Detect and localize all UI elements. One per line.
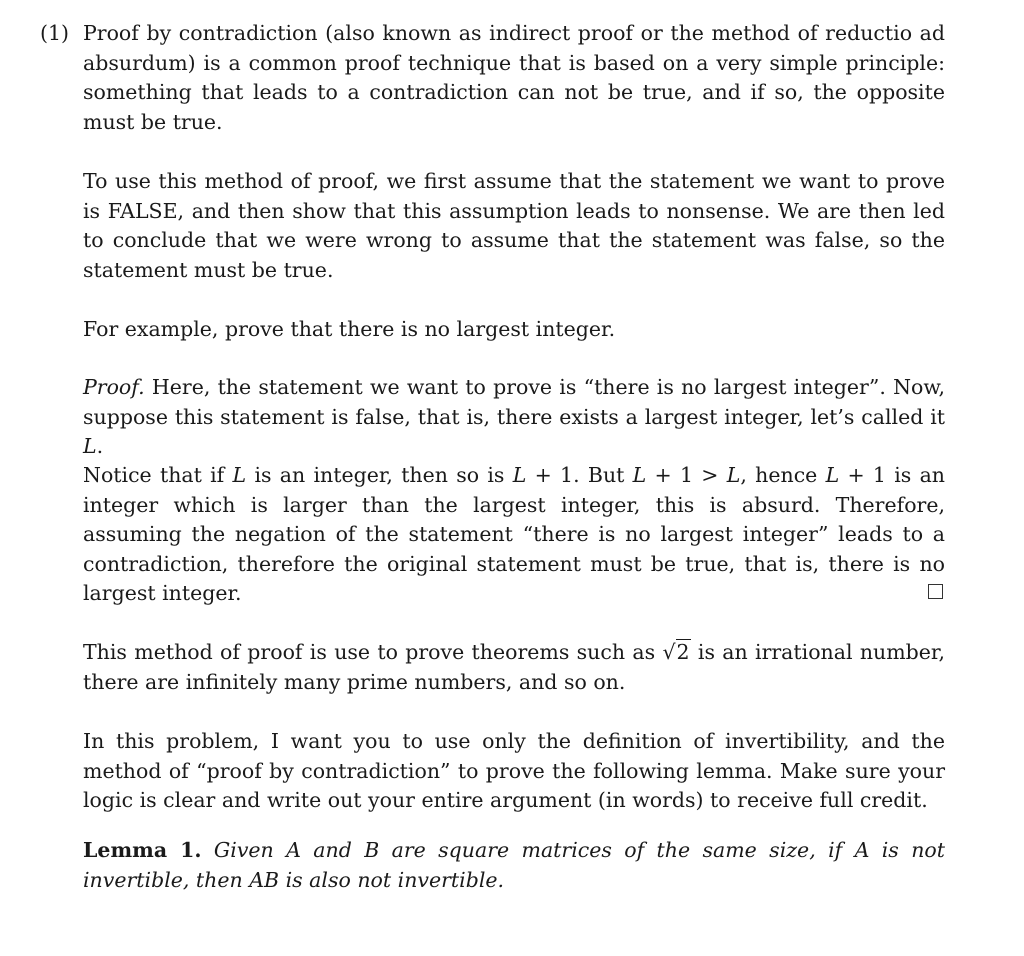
notice-text: + 1 is an integer which is larger than the largest integer, this is absurd. Therefore, assuming the negation of the statement “there is no largest integer” leads to a contradiction, therefore the original statement must be true, that is, there is no largest integer.: [83, 463, 945, 606]
proof-variable: L: [83, 434, 97, 459]
usage-paragraph: [83, 638, 945, 697]
lemma-paragraph: [83, 836, 945, 895]
example-paragraph: For example, prove that there is no largest integer.: [83, 317, 616, 341]
notice-text: Notice that if: [83, 463, 233, 487]
notice-text: + 1 >: [646, 463, 727, 487]
math-var: L: [632, 463, 647, 487]
method-paragraph: To use this method of proof, we first assume that the statement we want to prove is FALSE, and then show that this assumption leads to nonsense. We are then led to conclude that we were wrong to assume that the statement was false, so the statement must be true.: [83, 169, 945, 282]
usage-text: is an irrational number, there are infinitely many prime numbers, and so on.: [83, 640, 945, 694]
math-var: L: [825, 463, 840, 487]
proof-label: Proof.: [83, 375, 145, 399]
sqrt-icon: [662, 638, 690, 668]
math-var: L: [726, 463, 741, 487]
sqrt-symbol: √: [662, 640, 676, 664]
notice-paragraph: [83, 461, 945, 609]
lemma-text: Given A and B are square matrices of the same size, if A is not invertible, then AB is also not invertible.: [83, 838, 945, 892]
sqrt-argument: 2: [676, 640, 690, 664]
proof-text-end: .: [96, 434, 104, 459]
intro-paragraph: Proof by contradiction (also known as indirect proof or the method of reductio ad absurdum) is a common proof technique that is based on a very simple principle: something that leads to a contradiction can not be true, and if so, the opposite must be true.: [83, 21, 945, 134]
notice-text: is an integer, then so is: [246, 463, 513, 487]
qed-square-icon: [928, 584, 943, 599]
math-var: L: [512, 463, 527, 487]
lemma-label: Lemma 1.: [83, 838, 202, 862]
proof-paragraph: [83, 373, 945, 462]
math-var: L: [232, 463, 247, 487]
usage-text: This method of proof is use to prove theorems such as: [83, 640, 663, 664]
task-paragraph: In this problem, I want you to use only the definition of invertibility, and the method of “proof by contradiction” to prove the following lemma. Make sure your logic is clear and write out your entire argument (in words) to receive full credit.: [83, 729, 945, 813]
problem-number: (1): [40, 21, 70, 45]
notice-text: + 1. But: [526, 463, 633, 487]
proof-text: Here, the statement we want to prove is “there is no largest integer”. Now, suppose this statement is false, that is, there exists a largest integer, let’s called it: [83, 375, 945, 429]
notice-text: , hence: [740, 463, 826, 487]
